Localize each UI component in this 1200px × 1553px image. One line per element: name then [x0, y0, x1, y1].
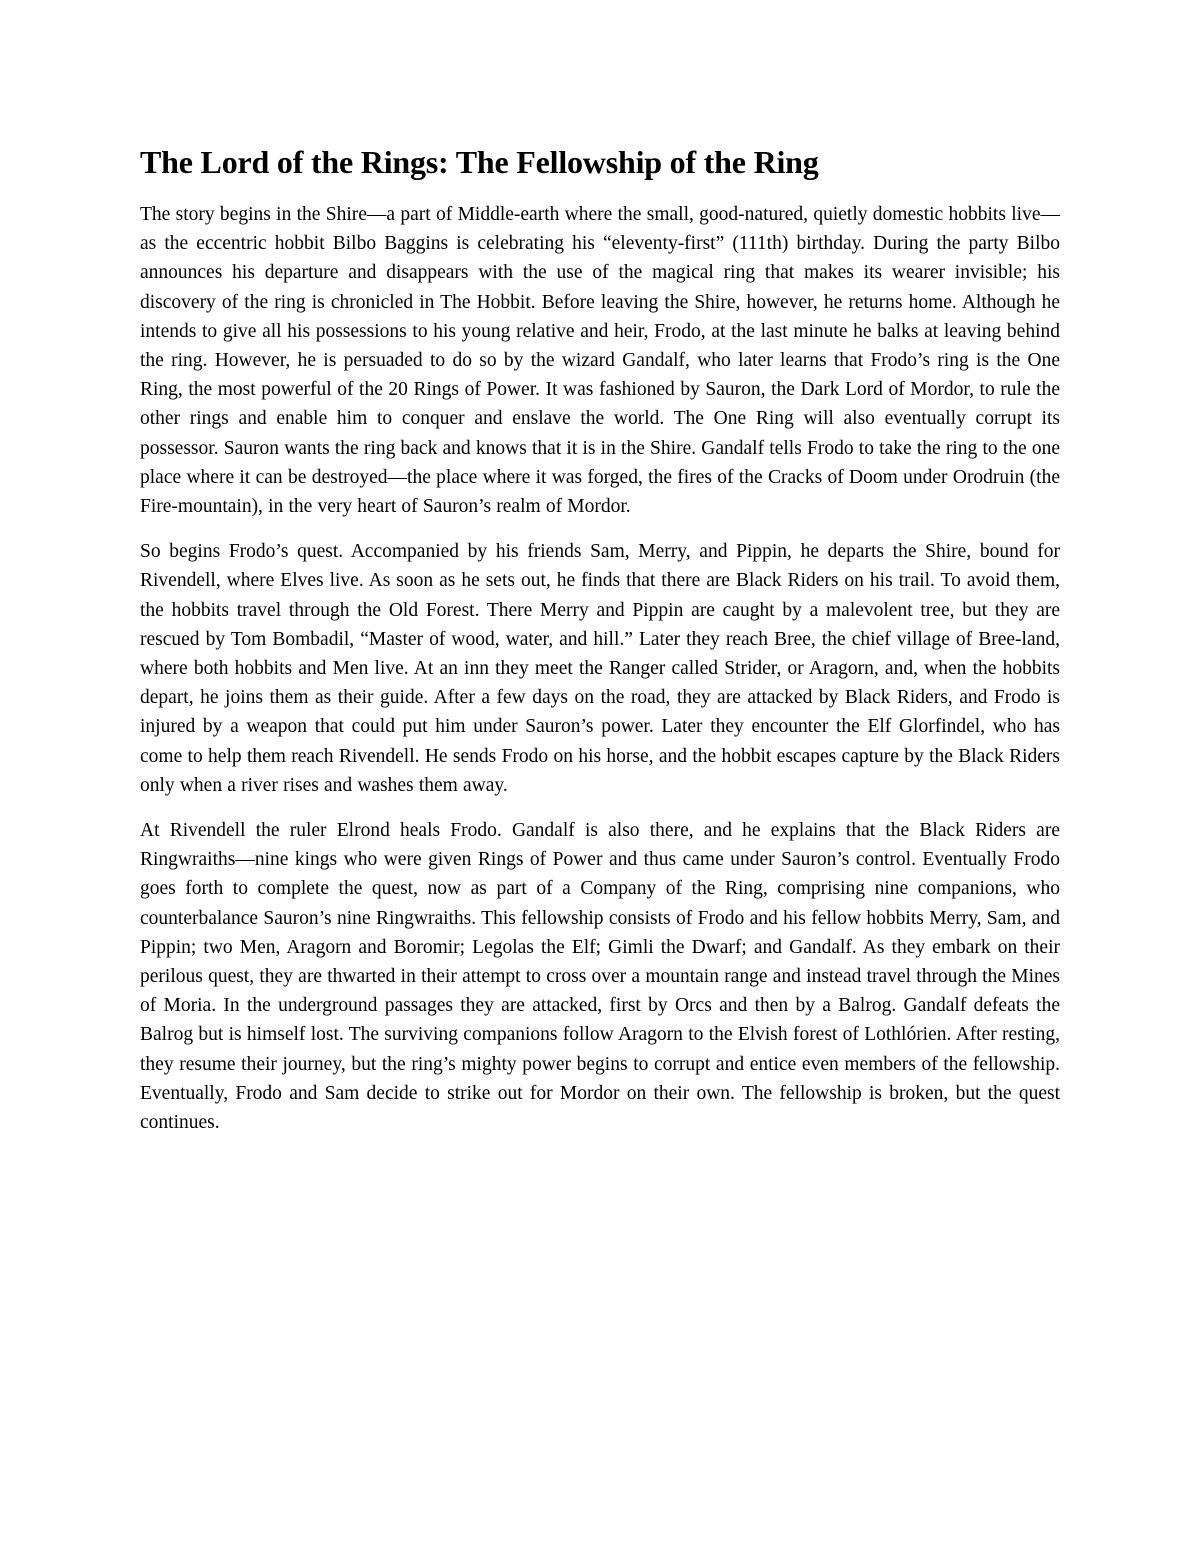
paragraph-1: The story begins in the Shire—a part of Middle-earth where the small, good-natured, quietly domestic hobbits live—as the eccentric hobbit Bilbo Baggins is celebrating his “eleventy-first” (111th) birthday. During the party Bilbo announces his departure and disappears with the use of the magical ring that makes its wearer invisible; his discovery of the ring is chronicled in The Hobbit. Before leaving the Shire, however, he returns home. Although he intends to give all his possessions to his young relative and heir, Frodo, at the last minute he balks at leaving behind the ring. However, he is persuaded to do so by the wizard Gandalf, who later learns that Frodo’s ring is the One Ring, the most powerful of the 20 Rings of Power. It was fashioned by Sauron, the Dark Lord of Mordor, to rule the other rings and enable him to conquer and enslave the world. The One Ring will also eventually corrupt its possessor. Sauron wants the ring back and knows that it is in the Shire. Gandalf tells Frodo to take the ring to the one place where it can be destroyed—the place where it was forged, the fires of the Cracks of Doom under Orodruin (the Fire-mountain), in the very heart of Sauron’s realm of Mordor. — [140, 204, 1060, 518]
document-title: The Lord of the Rings: The Fellowship of the Ring — [140, 144, 819, 180]
paragraph-3: At Rivendell the ruler Elrond heals Frodo. Gandalf is also there, and he explains that the Black Riders are Ringwraiths—nine kings who were given Rings of Power and thus came under Sauron’s control. Eventually Frodo goes forth to complete the quest, now as part of a Company of the Ring, comprising nine companions, who counterbalance Sauron’s nine Ringwraiths. This fellowship consists of Frodo and his fellow hobbits Merry, Sam, and Pippin; two Men, Aragorn and Boromir; Legolas the Elf; Gimli the Dwarf; and Gandalf. As they embark on their perilous quest, they are thwarted in their attempt to cross over a mountain range and instead travel through the Mines of Moria. In the underground passages they are attacked, first by Orcs and then by a Balrog. Gandalf defeats the Balrog but is himself lost. The surviving companions follow Aragorn to the Elvish forest of Lothlórien. After resting, they resume their journey, but the ring’s mighty power begins to corrupt and entice even members of the fellowship. Eventually, Frodo and Sam decide to strike out for Mordor on their own. The fellowship is broken, but the quest continues. — [140, 820, 1060, 1134]
document-page — [140, 140, 1060, 1153]
paragraph-2: So begins Frodo’s quest. Accompanied by his friends Sam, Merry, and Pippin, he departs the Shire, bound for Rivendell, where Elves live. As soon as he sets out, he finds that there are Black Riders on his trail. To avoid them, the hobbits travel through the Old Forest. There Merry and Pippin are caught by a malevolent tree, but they are rescued by Tom Bombadil, “Master of wood, water, and hill.” Later they reach Bree, the chief village of Bree-land, where both hobbits and Men live. At an inn they meet the Ranger called Strider, or Aragorn, and, when the hobbits depart, he joins them as their guide. After a few days on the road, they are attacked by Black Riders, and Frodo is injured by a weapon that could put him under Sauron’s power. Later they encounter the Elf Glorfindel, who has come to help them reach Rivendell. He sends Frodo on his horse, and the hobbit escapes capture by the Black Riders only when a river rises and washes them away. — [140, 541, 1060, 796]
